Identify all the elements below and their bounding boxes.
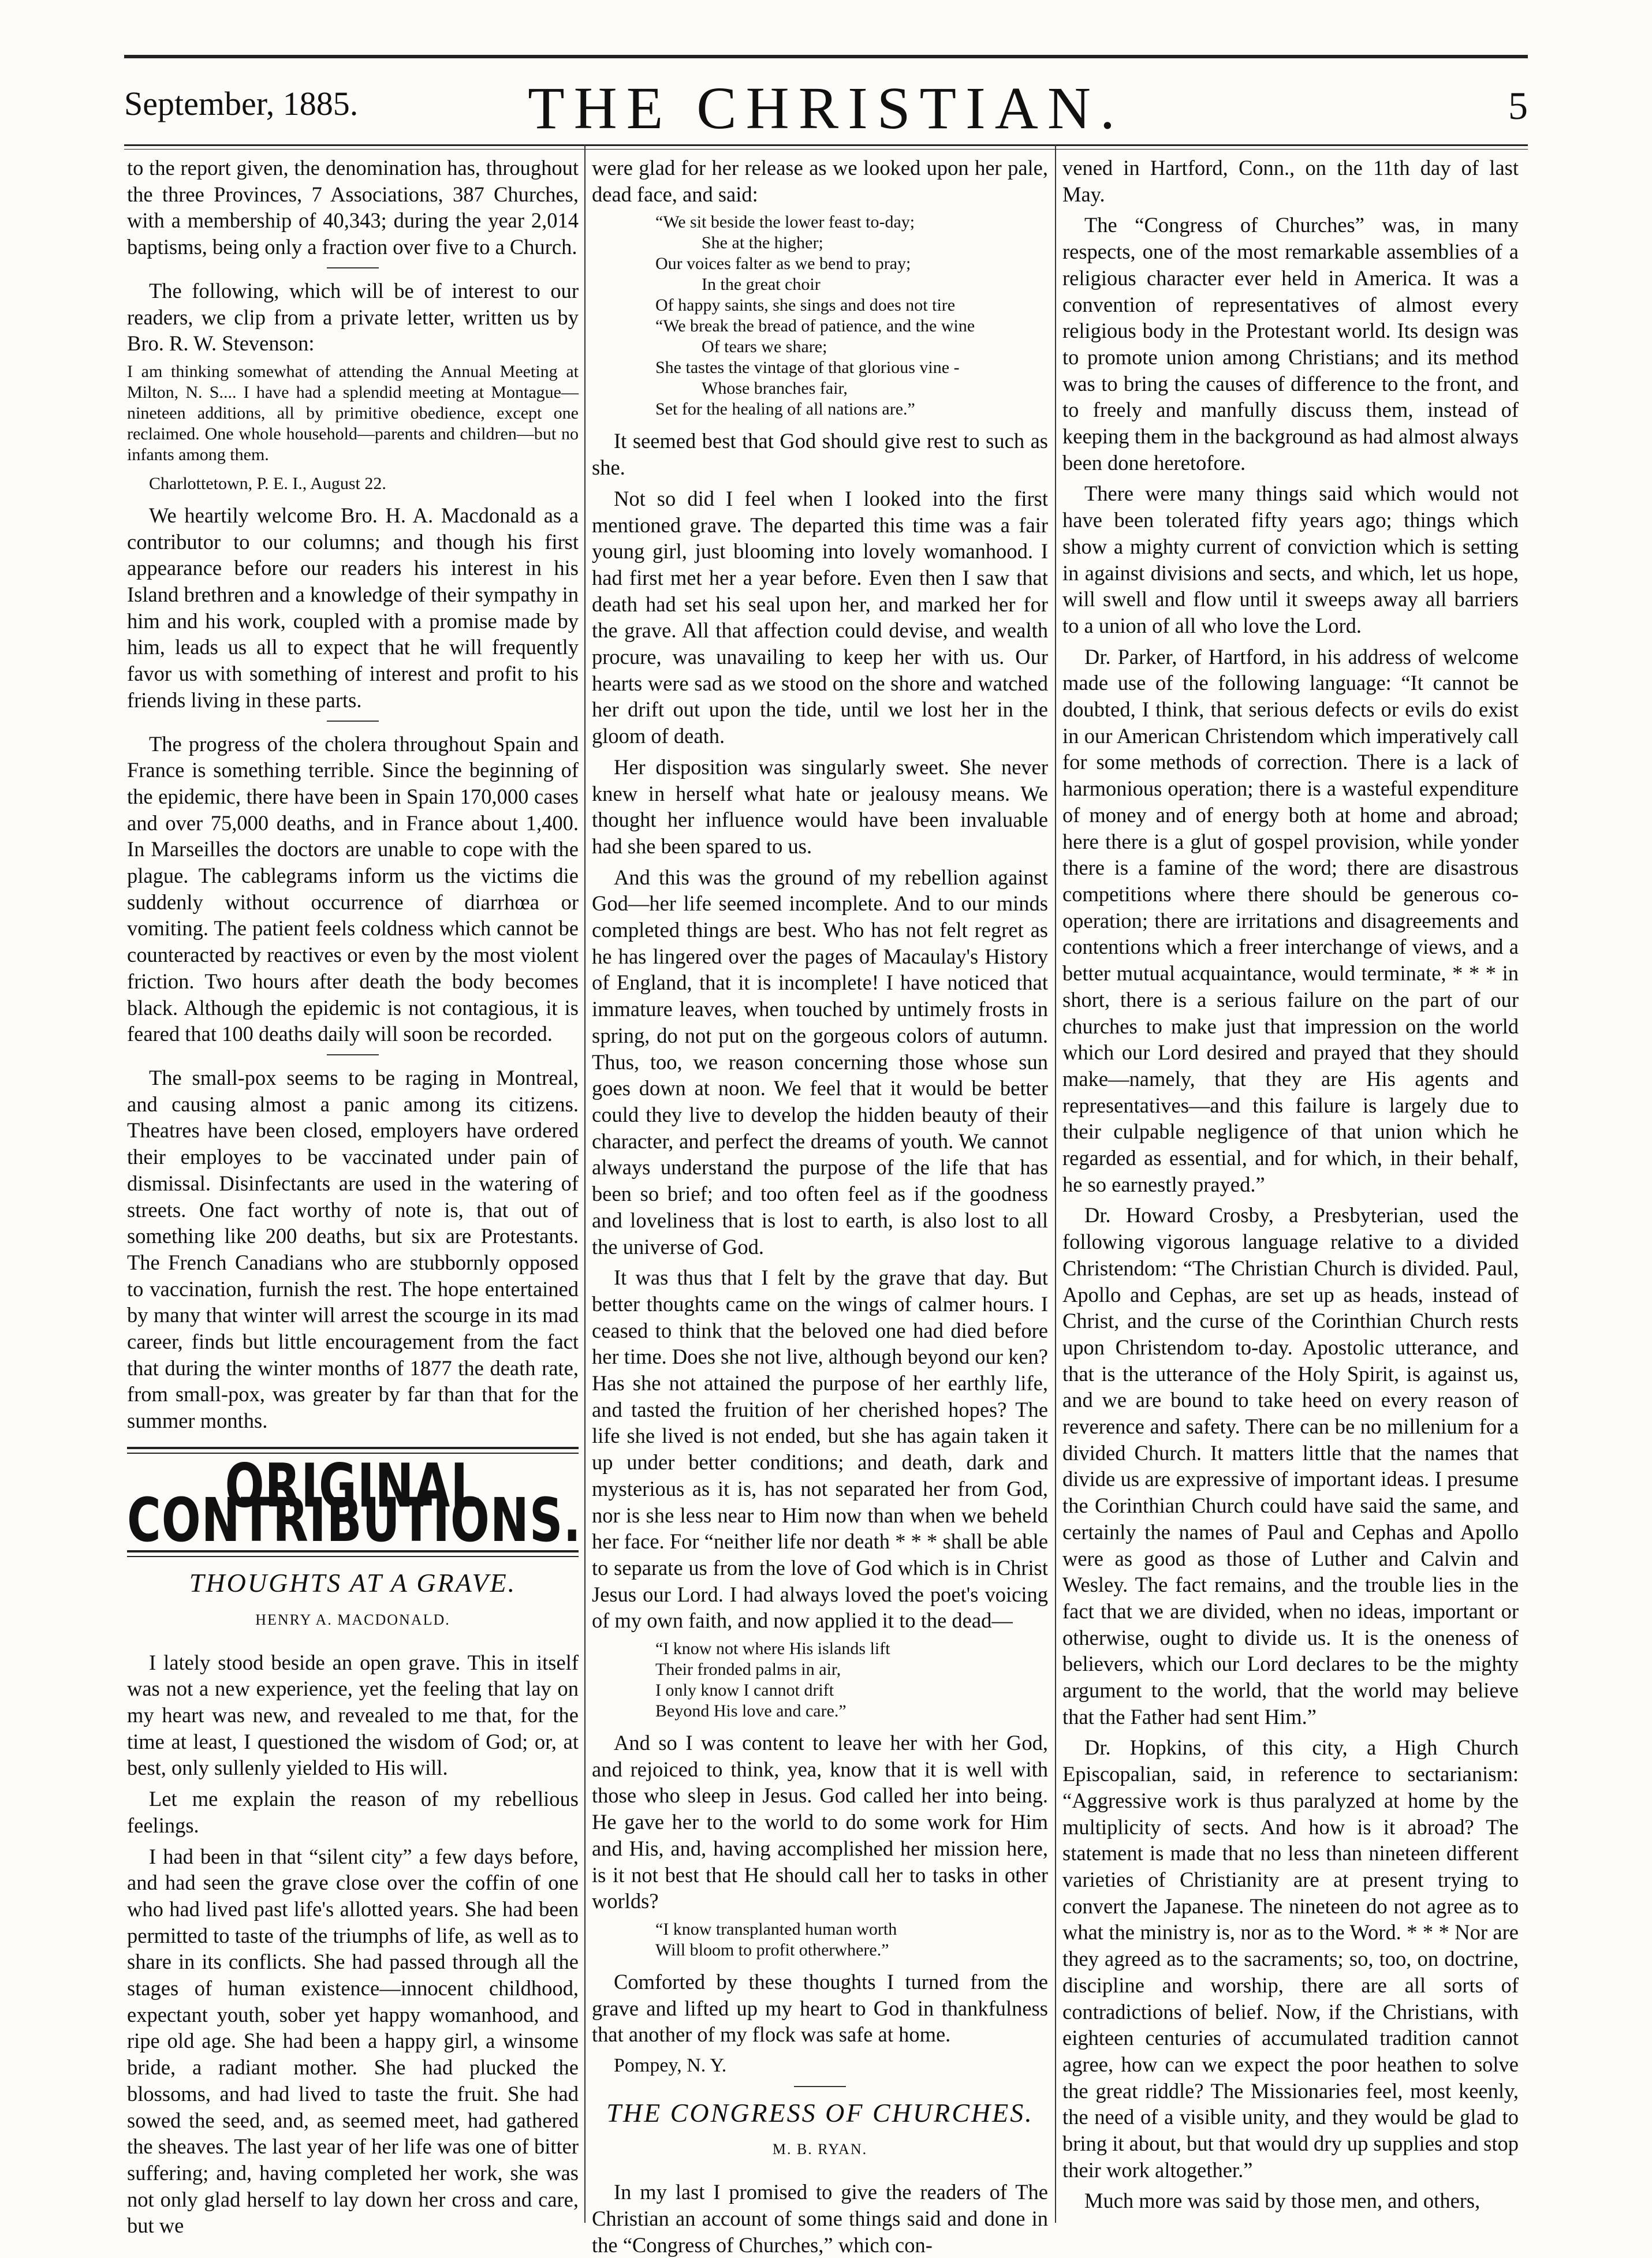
paragraph: were glad for her release as we looked upon her pale, dead face, and said: — [592, 156, 1048, 206]
column-divider — [1055, 144, 1056, 2223]
paragraph: to the report given, the denomination has, throughout the three Provinces, 7 Associations, 387 Churches, with a membership of 40,343; during the year 2,014 baptisms, being only a fraction over five to a Church. — [127, 156, 579, 259]
letter-signature: Charlottetown, P. E. I., August 22. — [149, 473, 386, 493]
poem — [655, 212, 1048, 420]
separator — [794, 2086, 846, 2087]
poem-line: Of tears we share; — [702, 337, 827, 357]
poem-line: Set for the healing of all nations are.” — [655, 400, 915, 419]
article-signature: Pompey, N. Y. — [614, 2055, 727, 2077]
poem-line: Of happy saints, she sings and does not tire — [655, 296, 956, 315]
paragraph: I had been in that “silent city” a few days before, and had seen the grave close over the coffin of one who had lived past life's allotted years. She had been permitted to taste of the triumphs of life, as well as to share in its conflicts. She had passed through all the stages of human existence—innocent childhood, expectant youth, sober yet happy womanhood, and ripe old age. She had been a happy girl, a winsome bride, a radiant mother. She had plucked the blossoms, and had lived to taste the fruit. She had sowed the seed, and, as seemed meet, had gathered the sheaves. The last year of her life was one of bitter suffering; and, having completed her work, she was not only glad herself to lay down her cross and care, but we — [127, 1844, 579, 2238]
paragraph: The following, which will be of interest to our readers, we clip from a private letter, written us by Bro. R. W. Stevenson: — [127, 278, 579, 356]
poem-line: Whose branches fair, — [702, 379, 848, 398]
poem-line: Beyond His love and care.” — [655, 1701, 846, 1721]
paragraph: Let me explain the reason of my rebellious feelings. — [127, 1787, 579, 1837]
poem-line: Their fronded palms in air, — [655, 1660, 841, 1679]
byline: HENRY A. MACDONALD. — [255, 1611, 450, 1628]
paragraph: Dr. Parker, of Hartford, in his address of welcome made use of the following language: “It cannot be doubted, I think, that serious defects or evils do exist in our American Christendom which imperatively call for some methods of correction. There is a lack of harmonious operation; there is a wasteful expenditure of money and of energy both at home and abroad; here there is a glut of gospel provision, while yonder there is a famine of the word; there are disastrous competitions where there should be generous co-operation; there are irritations and disagreements and contentions which a freer interchange of views, and a better mutual acquaintance, would terminate, * * * in short, there is a serious failure on the part of our churches to make just that impression on the world which our Lord desired and prayed that they should make—namely, that they are His agents and representatives—and this failure is largely due to their culpable negligence of that union which he regarded as essential, and for which, in their behalf, he so earnestly prayed.” — [1062, 644, 1519, 1196]
column-divider — [584, 144, 586, 2223]
paragraph: The small-pox seems to be raging in Montreal, and causing almost a panic among its citizens. Theatres have been closed, employers have ordered their employes to be vaccinated under pain of dismissal. Disinfectants are used in the watering of streets. One fact worthy of note is, that out of something like 200 deaths, but six are Protestants. The French Canadians who are stubbornly opposed to vaccination, furnish the rest. The hope entertained by many that winter will arrest the scourge in its mad career, finds but little encouragement from the fact that during the winter months of 1877 the death rate, from small-pox, was greater by far than that for the summer months. — [127, 1065, 579, 1433]
poem-line: Our voices falter as we bend to pray; — [655, 254, 911, 274]
page-number: 5 — [1508, 84, 1528, 128]
masthead-rule — [124, 144, 1528, 146]
paragraph: There were many things said which would not have been tolerated fifty years ago; things which show a mighty current of conviction which is setting in against divisions and sects, and which, let us hope, will swell and flow until it sweeps away all barriers to a union of all who love the Lord. — [1062, 482, 1519, 637]
paragraph: In my last I promised to give the readers of The Christian an account of some things said and done in the “Congress of Churches,” which con- — [592, 2180, 1048, 2257]
paragraph: Dr. Hopkins, of this city, a High Church Episcopalian, said, in reference to sectarianism: “Aggressive work is thus paralyzed at home by the multiplicity of sects. And how is it abroad? The statement is made that no less than nineteen different varieties of Christianity are at present trying to convert the Japanese. The nineteen do not agree as to what the ministry is, nor as to the Word. * * * Nor are they agreed as to the sacraments; so, too, on doctrine, discipline and worship, there are all sorts of contradictions of belief. Now, if the Christians, with eighteen centuries of accumulated tradition cannot agree, how can we expect the poor heathen to solve the great riddle? The Missionaries feel, most keenly, the need of a visible unity, and they would be glad to bring it about, but that would dry up supplies and stop their work altogether.” — [1062, 1736, 1519, 2182]
masthead-rule-thin — [124, 149, 1528, 150]
section-heading: ORIGINAL CONTRIBUTIONS. — [127, 1450, 581, 1555]
column-3 — [1062, 155, 1519, 2222]
article-title: THOUGHTS AT A GRAVE. — [189, 1568, 517, 1598]
paragraph: And so I was content to leave her with her God, and rejoiced to think, yea, know that it is well with those who sleep in Jesus. God called her into being. He gave her to the world to do some work for Him and His, and, having accomplished her mission here, is it not best that He should call her to tasks in other worlds? — [592, 1731, 1048, 1913]
paragraph: vened in Hartford, Conn., on the 11th day of last May. — [1062, 156, 1519, 206]
separator — [327, 721, 379, 722]
newspaper-title: THE CHRISTIAN. — [528, 75, 1124, 141]
paragraph: The progress of the cholera throughout Spain and France is something terrible. Since the beginning of the epidemic, there have been in Spain 170,000 cases and over 75,000 deaths, and in France about 1,400. In Marseilles the doctors are unable to cope with the plague. The cablegrams inform us the victims die suddenly without occurrence of diarrhœa or vomiting. The patient feels coldness which cannot be counteracted by reactives or even by the most violent friction. Two hours after death the body becomes black. Although the epidemic is not contagious, it is feared that 100 deaths daily will soon be recorded. — [127, 731, 579, 1046]
quoted-letter: I am thinking somewhat of attending the Annual Meeting at Milton, N. S.... I have had a splendid meeting at Montague—nineteen additions, all by primitive obedience, except one reclaimed. One whole household—parents and children—but no infants among them. — [127, 361, 579, 464]
paragraph: I lately stood beside an open grave. This in itself was not a new experience, yet the feeling that lay on my heart was new, and revealed to me that, for the time at least, I questioned the wisdom of God; or, at best, only sullenly yielded to His will. — [127, 1650, 579, 1780]
top-border — [124, 55, 1528, 58]
paragraph: And this was the ground of my rebellion against God—her life seemed incomplete. And to our minds completed things are best. Who has not felt regret as he has lingered over the pages of Macaulay's History of England, that it is incomplete! I have noticed that immature leaves, when touched by untimely frosts in spring, do not put on the gorgeous colors of autumn. Thus, too, we reason concerning those whose sun goes down at noon. We feel that it would be better could they live to develop the hidden beauty of their character, and perfect the dreams of youth. We cannot always understand the purpose of the life that has been so brief; and too often feel as if the goodness and loveliness that is lost to earth, is also lost to all the universe of God. — [592, 865, 1048, 1259]
paragraph: Not so did I feel when I looked into the first mentioned grave. The departed this time was a fair young girl, just blooming into lovely womanhood. I had first met her a year before. Even then I saw that death had set his seal upon her, and marked her for the grave. All that affection could devise, and wealth procure, was unavailing to keep her with us. Our hearts were sad as we stood on the shore and watched her drift out upon the tide, until we lost her in the gloom of death. — [592, 486, 1048, 748]
paragraph: Much more was said by those men, and others, — [1084, 2189, 1481, 2213]
column-1 — [127, 155, 581, 2238]
paragraph: The “Congress of Churches” was, in many respects, one of the most remarkable assemblies of a religious character ever held in America. It was a convention of representatives of almost every religious body in the Protestant world. Its design was to promote union among Christians; and its method was to bring the causes of difference to the front, and to freely and manfully discuss them, instead of keeping them in the background as had almost always been done heretofore. — [1062, 213, 1519, 475]
poem-line: “We sit beside the lower feast to-day; — [655, 212, 915, 232]
poem-line: “We break the bread of patience, and the wine — [655, 316, 975, 336]
paragraph: It was thus that I felt by the grave that day. But better thoughts came on the wings of calmer hours. I ceased to think that the beloved one had died before her time. Does she not live, although beyond our ken? Has she not attained the purpose of her earthly life, and tasted the fruition of her cherished hopes? The life she lived is not ended, but she has again taken it up under better conditions; and death, dark and mysterious as it is, has not separated her from God, nor is she less near to Him now than when we beheld her face. For “neither life nor death * * * shall be able to separate us from the love of God which is in Christ Jesus our Lord. I had always loved the poet's voicing of my own faith, and now applied it to the dead— — [592, 1266, 1048, 1633]
poem-line: She tastes the vintage of that glorious vine - — [655, 358, 960, 378]
separator — [327, 1054, 379, 1055]
paragraph: Her disposition was singularly sweet. She never knew in herself what hate or jealousy means. We thought her influence would have been invaluable had she been spared to us. — [592, 755, 1048, 858]
poem-line: “I know not where His islands lift — [655, 1639, 890, 1659]
poem-line: “I know transplanted human worth — [655, 1919, 897, 1939]
column-2 — [592, 155, 1048, 2257]
poem-line: She at the higher; — [702, 233, 823, 253]
byline: M. B. RYAN. — [772, 2141, 868, 2158]
masthead — [124, 68, 1528, 143]
paragraph: Comforted by these thoughts I turned from the grave and lifted up my heart to God in thankfulness that another of my flock was safe at home. — [592, 1969, 1048, 2047]
poem-line: I only know I cannot drift — [655, 1681, 834, 1700]
paragraph: Dr. Howard Crosby, a Presbyterian, used the following vigorous language relative to a divided Christendom: “The Christian Church is divided. Paul, Apollo and Cephas, are set up as heads, instead of Christ, and the curse of the Corinthian Church rests upon Christendom to-day. Apostolic utterance, and that is the utterance of the Holy Spirit, is against us, and we are bound to take heed on every reason of reverence and safety. There can be no millenium for a divided Church. It matters little that the names that divide us are expressive of important ideas. I presume the Corinthian Church could have said the same, and certainly the names of Paul and Cephas and Apollo were as good as those of Luther and Calvin and Wesley. The fact remains, and the trouble lies in the fact that we are divided, when no ideas, important or otherwise, ought to divide us. It is the oneness of believers, which our Lord declares to be the mighty argument to the world, that the world may believe that the Father had sent Him.” — [1062, 1203, 1519, 1729]
paragraph: We heartily welcome Bro. H. A. Macdonald as a contributor to our columns; and though his first appearance before our readers his interest in his Island brethren and a knowledge of their sympathy in him and his work, coupled with a promise made by him, leads us all to expect that he will frequently favor us with something of interest and profit to his friends living in these parts. — [127, 503, 579, 712]
separator — [327, 267, 379, 268]
poem-line: Will bloom to profit otherwhere.” — [655, 1940, 889, 1960]
paragraph: It seemed best that God should give rest to such as she. — [592, 429, 1048, 480]
poem — [655, 1639, 1048, 1722]
issue-date: September, 1885. — [124, 85, 359, 122]
poem — [655, 1919, 1048, 1961]
poem-line: In the great choir — [702, 275, 821, 294]
article-title: THE CONGRESS OF CHURCHES. — [606, 2097, 1034, 2128]
